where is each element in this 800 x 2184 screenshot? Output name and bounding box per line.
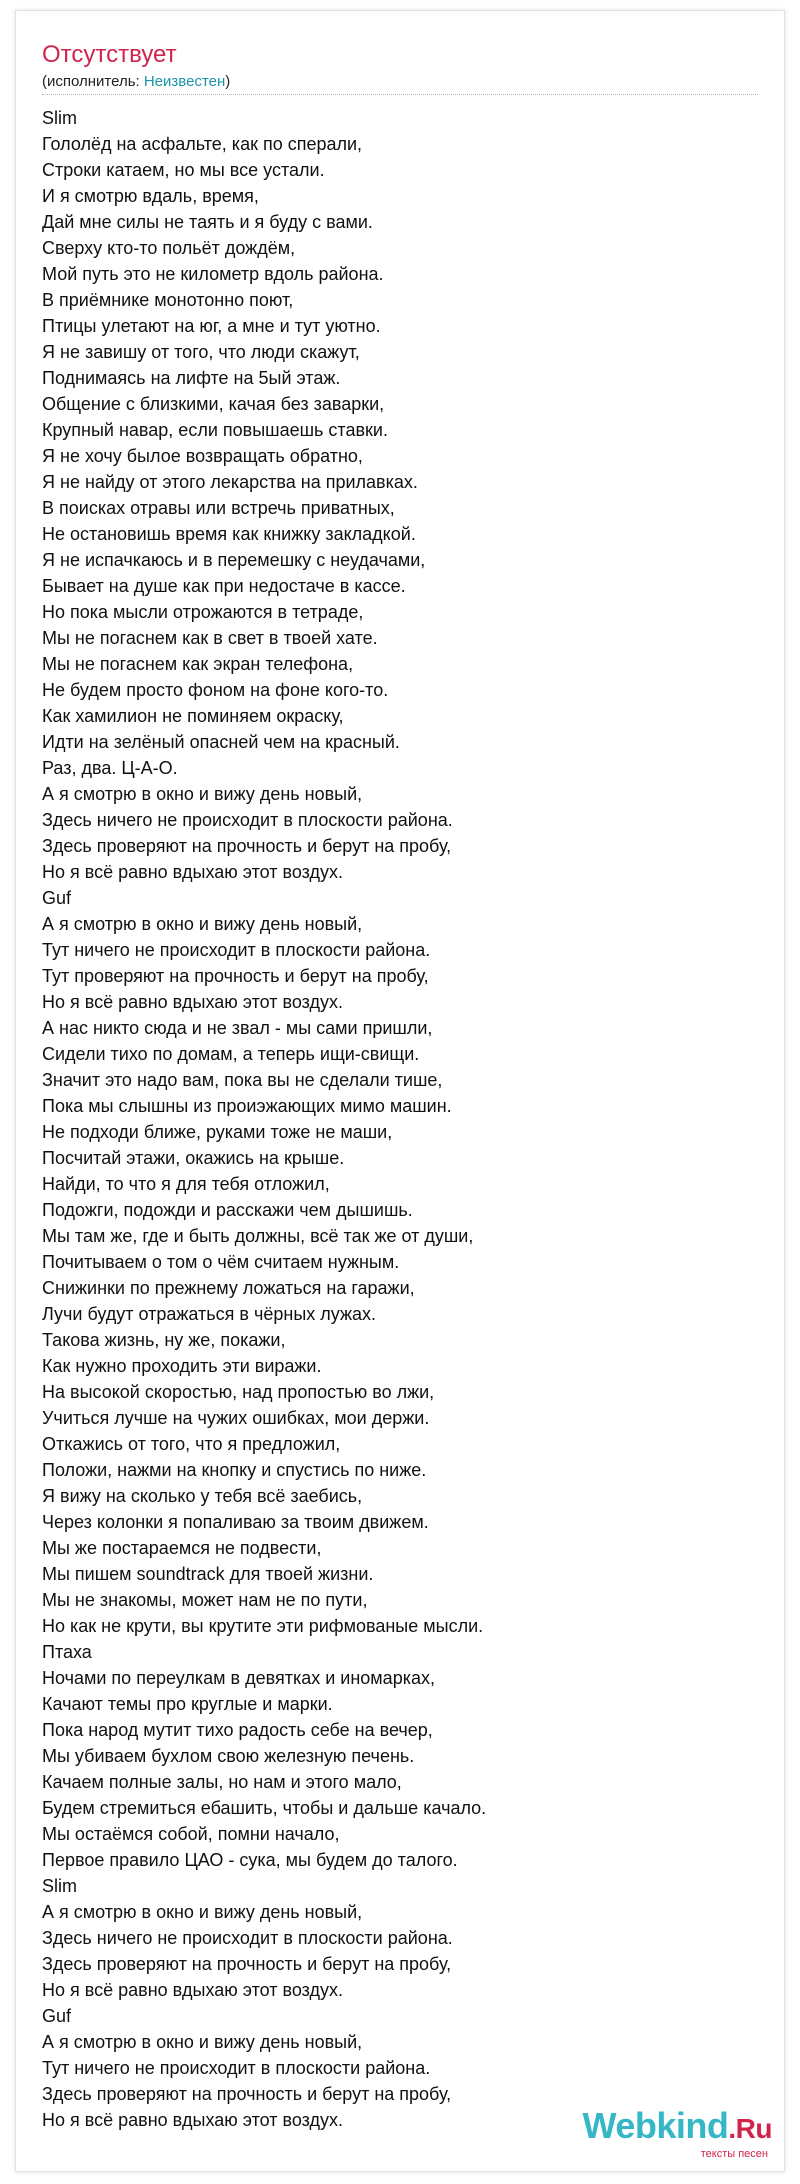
lyric-line: Сидели тихо по домам, а теперь ищи-свищи.	[42, 1044, 420, 1064]
lyric-line: Качают темы про круглые и марки.	[42, 1694, 333, 1714]
lyric-line: Мы не погаснем как экран телефона,	[42, 654, 354, 674]
lyric-line: Я не испачкаюсь и в перемешку с неудачами,	[42, 550, 426, 570]
lyric-line: Лучи будут отражаться в чёрных лужах.	[42, 1304, 377, 1324]
lyric-line: Но я всё равно вдыхаю этот воздух.	[42, 2110, 343, 2130]
lyric-line: Здесь проверяют на прочность и берут на пробу,	[42, 836, 452, 856]
lyric-line: Тут проверяют на прочность и берут на пробу,	[42, 966, 429, 986]
lyric-line: Бывает на душе как при недостаче в кассе.	[42, 576, 406, 596]
title-divider	[42, 94, 758, 95]
lyric-line: Мы убиваем бухлом свою железную печень.	[42, 1746, 415, 1766]
lyric-line: Но я всё равно вдыхаю этот воздух.	[42, 1980, 343, 2000]
lyric-line: Не будем просто фоном на фоне кого-то.	[42, 680, 389, 700]
lyric-line: Значит это надо вам, пока вы не сделали тише,	[42, 1070, 443, 1090]
lyric-line: Подожги, подожди и расскажи чем дышишь.	[42, 1200, 413, 1220]
lyric-line: Я не завишу от того, что люди скажут,	[42, 342, 360, 362]
lyric-line: На высокой скоростью, над пропостью во лжи,	[42, 1382, 435, 1402]
logo-brand: Webkind	[582, 2105, 729, 2146]
lyric-line: Будем стремиться ебашить, чтобы и дальше качало.	[42, 1798, 487, 1818]
lyric-line: Откажись от того, что я предложил,	[42, 1434, 341, 1454]
lyric-line: Не подходи ближе, руками тоже не маши,	[42, 1122, 393, 1142]
lyric-line: Мы не погаснем как в свет в твоей хате.	[42, 628, 378, 648]
lyric-line: Качаем полные залы, но нам и этого мало,	[42, 1772, 402, 1792]
lyric-line: А я смотрю в окно и вижу день новый,	[42, 784, 363, 804]
lyric-line: Через колонки я попаливаю за твоим движем.	[42, 1512, 429, 1532]
lyric-line: А я смотрю в окно и вижу день новый,	[42, 2032, 363, 2052]
logo-wordmark	[583, 2107, 772, 2148]
lyric-line: А я смотрю в окно и вижу день новый,	[42, 914, 363, 934]
lyric-line: Здесь проверяют на прочность и берут на пробу,	[42, 2084, 452, 2104]
lyric-line: Тут ничего не происходит в плоскости района.	[42, 2058, 431, 2078]
lyric-line: И я смотрю вдаль, время,	[42, 186, 259, 206]
lyric-line: Раз, два. Ц-А-О.	[42, 758, 178, 778]
lyric-line: Slim	[42, 108, 77, 128]
lyric-line: Slim	[42, 1876, 77, 1896]
lyric-line: В поисках отравы или встречь приватных,	[42, 498, 395, 518]
artist-prefix: (исполнитель:	[42, 73, 144, 90]
lyric-line: Дай мне силы не таять и я буду с вами.	[42, 212, 373, 232]
webkind-logo[interactable]	[583, 2107, 772, 2160]
lyric-line: Я не хочу былое возвращать обратно,	[42, 446, 363, 466]
lyric-line: Пока мы слышны из проиэжающих мимо машин.	[42, 1096, 452, 1116]
lyric-line: Мы не знакомы, может нам не по пути,	[42, 1590, 368, 1610]
lyric-line: Как нужно проходить эти виражи.	[42, 1356, 322, 1376]
lyric-line: Guf	[42, 888, 72, 908]
lyric-line: Пока народ мутит тихо радость себе на вечер,	[42, 1720, 433, 1740]
lyric-line: Поднимаясь на лифте на 5ый этаж.	[42, 368, 341, 388]
lyric-line: Я не найду от этого лекарства на прилавках.	[42, 472, 418, 492]
lyric-line: Но как не крути, вы крутите эти рифмованые мысли.	[42, 1616, 484, 1636]
logo-tagline: тексты песен	[700, 2148, 768, 2160]
lyrics-text	[42, 105, 762, 2133]
lyric-line: Учиться лучше на чужих ошибках, мои держи.	[42, 1408, 430, 1428]
artist-suffix: )	[225, 73, 231, 90]
lyric-line: Мы же постараемся не подвести,	[42, 1538, 322, 1558]
lyric-line: Мой путь это не километр вдоль района.	[42, 264, 384, 284]
lyric-line: Здесь проверяют на прочность и берут на пробу,	[42, 1954, 452, 1974]
lyric-line: Почитываем о том о чём считаем нужным.	[42, 1252, 400, 1272]
artist-line	[42, 72, 230, 92]
lyric-line: Здесь ничего не происходит в плоскости района.	[42, 810, 453, 830]
lyric-line: Общение с близкими, качая без заварки,	[42, 394, 385, 414]
lyric-line: Мы там же, где и быть должны, всё так же от души,	[42, 1226, 474, 1246]
lyric-line: Такова жизнь, ну же, покажи,	[42, 1330, 286, 1350]
lyric-line: Мы остаёмся собой, помни начало,	[42, 1824, 340, 1844]
lyric-line: Посчитай этажи, окажись на крыше.	[42, 1148, 345, 1168]
lyric-line: Ночами по переулкам в девятках и иномарках,	[42, 1668, 435, 1688]
lyric-line: Но я всё равно вдыхаю этот воздух.	[42, 992, 343, 1012]
lyric-line: Строки катаем, но мы все устали.	[42, 160, 325, 180]
lyric-line: Но я всё равно вдыхаю этот воздух.	[42, 862, 343, 882]
lyric-line: А нас никто сюда и не звал - мы сами пришли,	[42, 1018, 433, 1038]
lyric-line: Первое правило ЦАО - сука, мы будем до талого.	[42, 1850, 458, 1870]
logo-tld: .Ru	[728, 2113, 772, 2144]
lyric-line: Найди, то что я для тебя отложил,	[42, 1174, 330, 1194]
lyric-line: В приёмнике монотонно поют,	[42, 290, 294, 310]
lyric-line: Положи, нажми на кнопку и спустись по ниже.	[42, 1460, 427, 1480]
lyric-line: Guf	[42, 2006, 72, 2026]
lyric-line: Птицы улетают на юг, а мне и тут уютно.	[42, 316, 381, 336]
lyric-line: Не остановишь время как книжку закладкой.	[42, 524, 416, 544]
lyric-line: Крупный навар, если повышаешь ставки.	[42, 420, 388, 440]
lyric-line: Мы пишем soundtrack для твоей жизни.	[42, 1564, 374, 1584]
lyric-line: Тут ничего не происходит в плоскости района.	[42, 940, 431, 960]
lyric-line: Я вижу на сколько у тебя всё заебись,	[42, 1486, 363, 1506]
lyric-line: Снижинки по прежнему ложаться на гаражи,	[42, 1278, 415, 1298]
song-title: Отсутствует	[42, 41, 177, 68]
lyric-line: Здесь ничего не происходит в плоскости района.	[42, 1928, 453, 1948]
lyric-line: Как хамилион не поминяем окраску,	[42, 706, 344, 726]
lyric-line: Идти на зелёный опасней чем на красный.	[42, 732, 400, 752]
lyric-line: Но пока мысли отрожаются в тетраде,	[42, 602, 364, 622]
lyric-line: Гололёд на асфальте, как по сперали,	[42, 134, 363, 154]
lyric-line: Сверху кто-то польёт дождём,	[42, 238, 296, 258]
artist-link[interactable]: Неизвестен	[143, 73, 226, 90]
lyric-line: А я смотрю в окно и вижу день новый,	[42, 1902, 363, 1922]
lyric-line: Птаха	[42, 1642, 92, 1662]
